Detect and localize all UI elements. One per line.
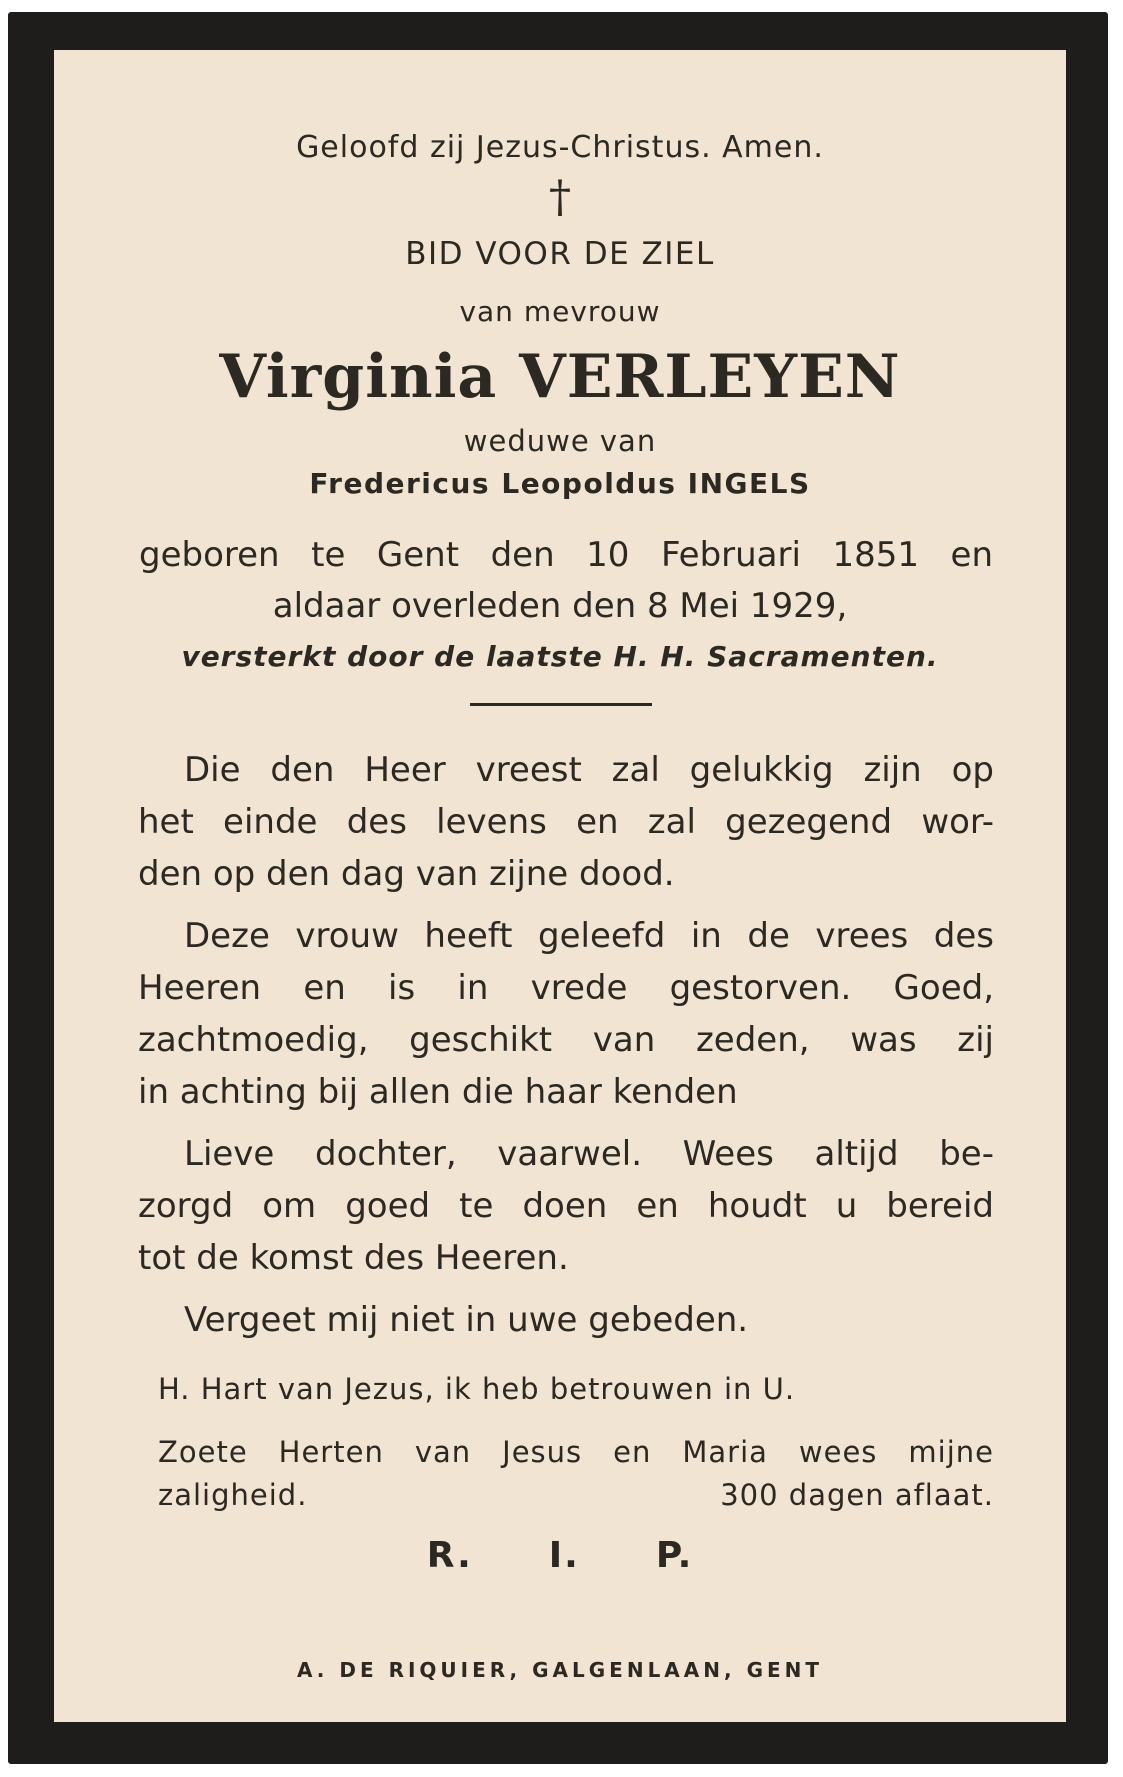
rip-letter: I. (548, 1535, 580, 1576)
death-line: aldaar overleden den 8 Mei 1929, (272, 586, 848, 626)
widow-of: weduwe van (463, 424, 657, 458)
paragraph-4: Vergeet mij niet in uwe gebeden. (184, 1300, 749, 1340)
hart-prayer: H. Hart van Jezus, ik heb betrouwen in U. (158, 1372, 796, 1406)
divider (470, 703, 652, 706)
paragraph-2-line-2: Heeren en is in vrede gestorven. Goed, (138, 968, 994, 1008)
paragraph-1-line-2: het einde des levens en zal gezegend wor- (138, 802, 994, 842)
cross-icon: † (549, 172, 571, 223)
paragraph-3-line-2: zorgd om goed te doen en houdt u bereid (138, 1186, 994, 1226)
deceased-name: Virginia VERLEYEN (219, 342, 901, 412)
zoete-prayer-line-2 (158, 1478, 994, 1512)
sacraments-line: versterkt door de laatste H. H. Sacramenten. (181, 640, 939, 673)
prayer-request: BID VOOR DE ZIEL (405, 236, 715, 272)
printer-imprint: A. DE RIQUIER, GALGENLAAN, GENT (296, 1658, 824, 1682)
memorial-card-border (8, 12, 1108, 1764)
birth-line: geboren te Gent den 10 Februari 1851 en (139, 535, 993, 575)
paragraph-3-line-3: tot de komst des Heeren. (138, 1238, 569, 1278)
paragraph-3-line-1: Lieve dochter, vaarwel. Wees altijd be- (184, 1134, 994, 1174)
memorial-card (54, 50, 1066, 1722)
husband-name: Fredericus Leopoldus INGELS (309, 467, 811, 500)
rip-letter: R. (426, 1535, 473, 1576)
rip (54, 1535, 1066, 1576)
heading: Geloofd zij Jezus-Christus. Amen. (296, 130, 824, 165)
paragraph-1-line-3: den op den dag van zijne dood. (138, 854, 675, 894)
zoete-prayer-line-1: Zoete Herten van Jesus en Maria wees mijne (158, 1435, 994, 1469)
paragraph-2-line-3: zachtmoedig, geschikt van zeden, was zij (138, 1020, 994, 1060)
van-mevrouw: van mevrouw (459, 295, 661, 328)
indulgence-note: 300 dagen aflaat. (720, 1478, 994, 1512)
paragraph-1-line-1: Die den Heer vreest zal gelukkig zijn op (184, 750, 994, 790)
paragraph-2-line-4: in achting bij allen die haar kenden (138, 1072, 738, 1112)
paragraph-2-line-1: Deze vrouw heeft geleefd in de vrees des (184, 916, 994, 956)
rip-letter: P. (655, 1535, 694, 1576)
zoete-prayer-end: zaligheid. (158, 1478, 308, 1512)
